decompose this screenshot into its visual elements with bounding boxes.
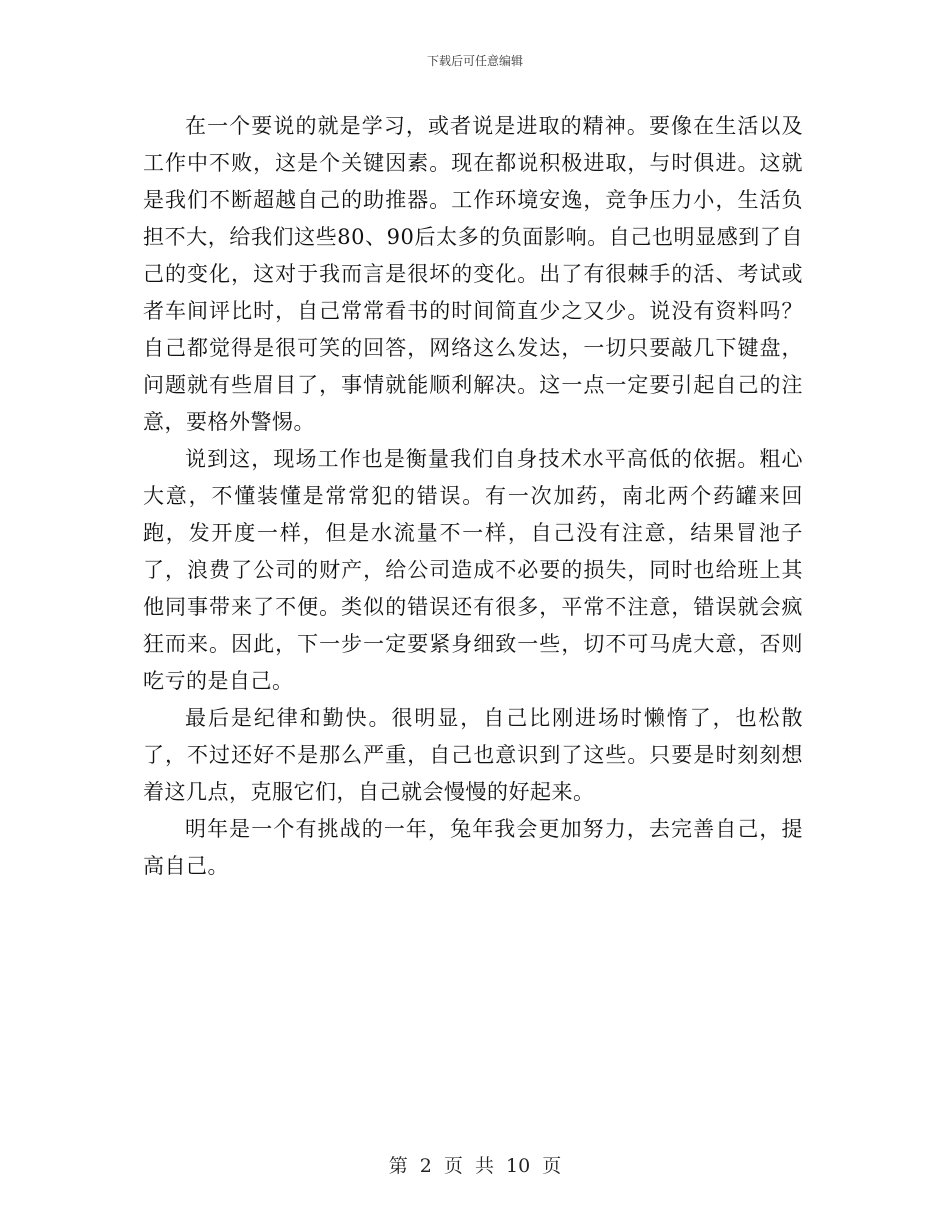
paragraph: 说到这，现场工作也是衡量我们自身技术水平高低的依据。粗心大意，不懂装懂是常常犯的错误。有一次加药，南北两个药罐来回跑，发开度一样，但是水流量不一样，自己没有注意，结果冒池子了，浪费了公司的财产，给公司造成不必要的损失，同时也给班上其他同事带来了不便。类似的错误还有很多，平常不注意，错误就会疯狂而来。因此，下一步一定要紧身细致一些，切不可马虎大意，否则吃亏的是自己。 [143,447,803,693]
paragraph: 最后是纪律和勤快。很明显，自己比刚进场时懒惰了，也松散了，不过还好不是那么严重，自己也意识到了这些。只要是时刻刻想着这几点，克服它们，自己就会慢慢的好起来。 [143,706,803,804]
paragraph: 在一个要说的就是学习，或者说是进取的精神。要像在生活以及工作中不败，这是个关键因素。现在都说积极进取，与时俱进。这就是我们不断超越自己的助推器。工作环境安逸，竞争压力小，生活负担不大，给我们这些80、90后太多的负面影响。自己也明显感到了自己的变化，这对于我而言是很坏的变化。出了有很棘手的活、考试或者车间评比时，自己常常看书的时间简直少之又少。说没有资料吗？自己都觉得是很可笑的回答，网络这么发达，一切只要敲几下键盘，问题就有些眉目了，事情就能顺利解决。这一点一定要引起自己的注意，要格外警惕。 [143,114,803,434]
page-number-footer: 第 2 页 共 10 页 [388,1155,562,1177]
paragraph: 明年是一个有挑战的一年，兔年我会更加努力，去完善自己，提高自己。 [143,817,803,878]
document-body [143,108,803,885]
page-header: 下载后可任意编辑 [426,54,523,68]
